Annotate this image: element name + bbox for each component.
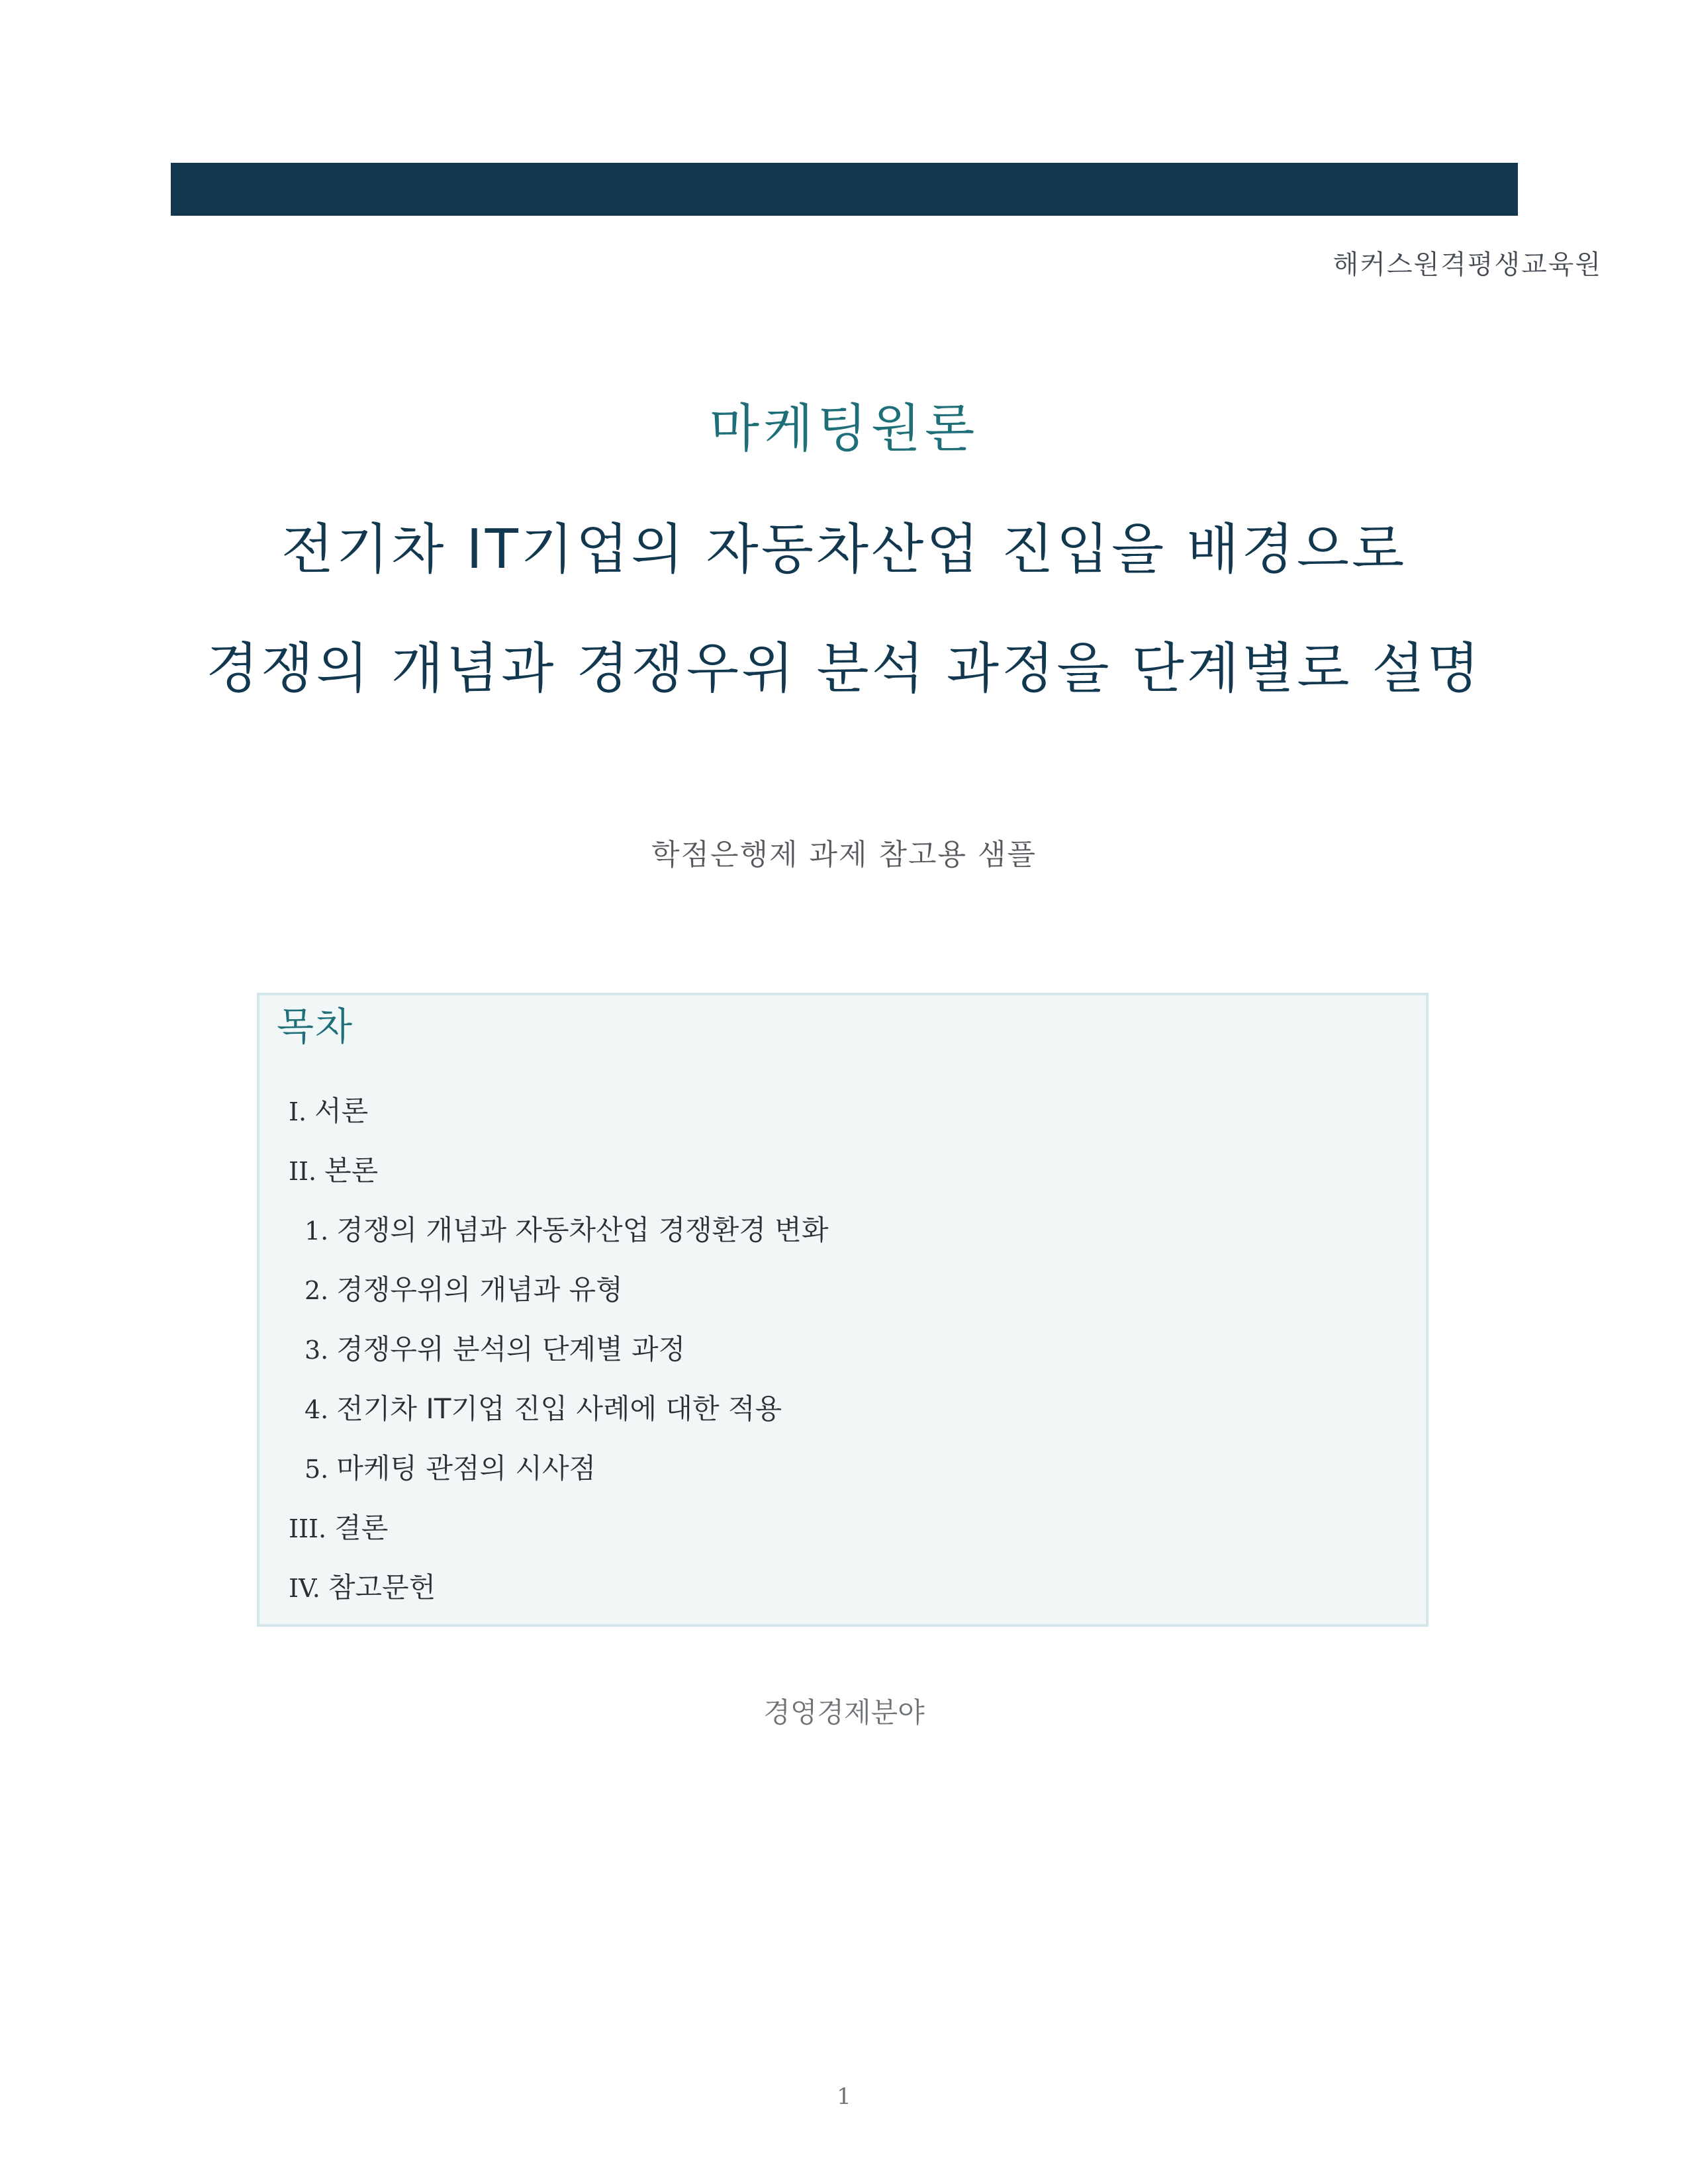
institution-name: 해커스원격평생교육원 — [1333, 250, 1602, 280]
toc-item-label: 본론 — [324, 1154, 379, 1187]
toc-item-number: III. — [289, 1514, 327, 1543]
toc-item-number: 2. — [305, 1276, 329, 1305]
report-title-line-2: 경쟁의 개념과 경쟁우위 분석 과정을 단계별로 설명 — [206, 637, 1482, 700]
toc-item-label: 마케팅 관점의 시사점 — [336, 1452, 596, 1484]
toc-item-label: 서론 — [314, 1095, 369, 1127]
toc-item-label: 경쟁우위의 개념과 유형 — [336, 1273, 623, 1306]
toc-item-number: IV. — [289, 1574, 320, 1603]
toc-subitem-4 — [289, 1379, 828, 1439]
toc-item-number: 5. — [305, 1455, 329, 1484]
toc-item-number: 4. — [305, 1395, 329, 1424]
toc-item-number: 1. — [305, 1216, 329, 1246]
toc-item-body — [289, 1141, 828, 1201]
toc-item-references — [289, 1558, 828, 1617]
toc-item-number: II. — [289, 1157, 317, 1186]
sample-note: 학점은행제 과제 참고용 샘플 — [651, 838, 1037, 872]
subject-title: 마케팅원론 — [709, 399, 979, 459]
toc-subitem-1 — [289, 1201, 828, 1260]
toc-item-number: 3. — [305, 1336, 329, 1365]
toc-item-label: 전기차 IT기업 진입 사례에 대한 적용 — [336, 1392, 782, 1425]
page-number: 1 — [837, 2083, 851, 2110]
toc-item-label: 경쟁의 개념과 자동차산업 경쟁환경 변화 — [336, 1214, 829, 1246]
toc-list — [289, 1081, 828, 1617]
toc-item-label: 결론 — [334, 1512, 389, 1544]
header-bar — [171, 163, 1518, 216]
toc-item-conclusion — [289, 1498, 828, 1558]
toc-item-label: 참고문헌 — [328, 1571, 436, 1604]
toc-subitem-3 — [289, 1320, 828, 1379]
toc-item-number: I. — [289, 1097, 307, 1126]
toc-subitem-2 — [289, 1260, 828, 1320]
category-label: 경영경제분야 — [763, 1696, 925, 1729]
report-title-line-1: 전기차 IT기업의 자동차산업 진입을 배경으로 — [281, 518, 1407, 581]
table-of-contents — [257, 993, 1429, 1627]
toc-subitem-5 — [289, 1439, 828, 1498]
toc-item-intro — [289, 1081, 828, 1141]
toc-heading: 목차 — [277, 1004, 354, 1049]
toc-item-label: 경쟁우위 분석의 단계별 과정 — [336, 1333, 686, 1365]
